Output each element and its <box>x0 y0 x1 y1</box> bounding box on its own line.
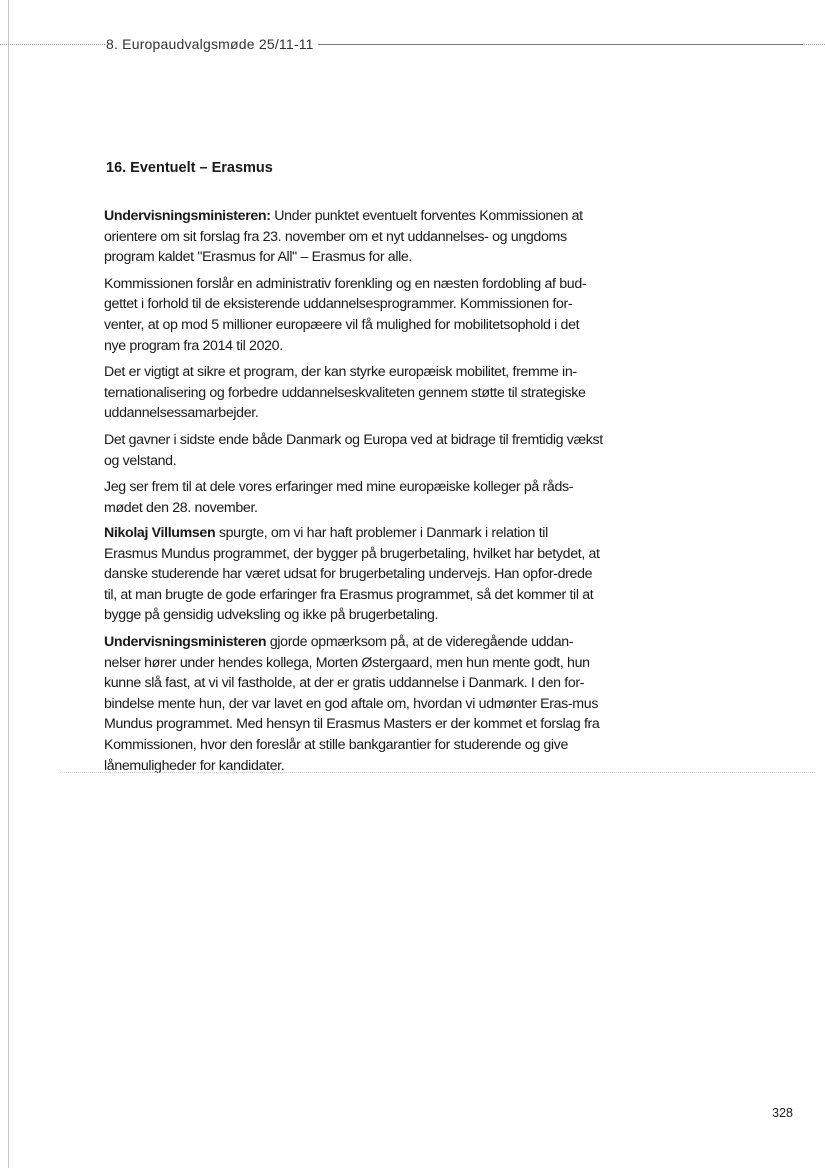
statement-paragraph: Jeg ser frem til at dele vores erfaringer med mine europæiske kolleger på råds-mødet den 28. november. <box>104 479 574 516</box>
discussion <box>104 523 604 782</box>
speaker-name: Undervisningsministeren <box>104 633 267 650</box>
section-title: 16. Eventuelt – Erasmus <box>106 160 273 176</box>
speaker-name: Undervisningsministeren: <box>104 208 271 224</box>
page-number: 328 <box>772 1106 793 1120</box>
statement-paragraph: Det gavner i sidste ende både Danmark og Europa ved at bidrage til fremtidig vækst og velstand. <box>104 431 603 469</box>
scan-dotted-rule <box>60 772 815 773</box>
discussion-paragraph: Nikolaj Villumsen spurgte, om vi har haft problemer i Danmark i relation til Erasmus Mundus programmet, der bygger på brugerbetaling, hvilket har betydet, at danske studerende har været udsat for brugerbetaling undervejs. Han opfor-drede til, at man brugte de gode erfaringer fra Erasmus programmet, så det kommer til at bygge på gensidig udveksling og ikke på brugerbetaling. <box>104 525 600 624</box>
statement-paragraph: Kommissionen forslår en administrativ forenkling og en næsten fordobling af bud-gettet i forhold til de eksisterende uddannelsesprogrammer. Kommissionen for-venter, at op mod 5 millioner europæere vil få mulighed for mobilitetsophold i det nye program fra 2014 til 2020. <box>104 275 587 354</box>
minister-statement <box>104 206 604 524</box>
speaker-name: Nikolaj Villumsen <box>104 525 216 541</box>
statement-paragraph: Undervisningsministeren: Under punktet eventuelt forventes Kommissionen at orientere om sit forslag fra 23. november om et nyt uddannelses- og ungdoms program kaldet "Erasmus for All" – Erasmus for alle. <box>104 208 583 266</box>
discussion-paragraph: Undervisningsministeren gjorde opmærksom på, at de videregående uddan-nelser hører under hendes kollega, Morten Østergaard, men hun mente godt, hun kunne slå fast, at vi vil fastholde, at der er gratis uddannelse i Danmark. I den for-bindelse mente hun, der var lavet en god aftale om, hvordan vi udmønter Eras-mus Mundus programmet. Med hensyn til Erasmus Masters er der kommet et forslag fra Kommissionen, hvor den foreslår at stille bankgarantier for studerende og give lånemuligheder for kandidater. <box>104 633 600 774</box>
running-header: 8. Europaudvalgsmøde 25/11-11 <box>106 36 318 52</box>
statement-paragraph: Det er vigtigt at sikre et program, der kan styrke europæisk mobilitet, fremme in-ternationalisering og forbedre uddannelseskvaliteten gennem støtte til strategiske uddannelsessamarbejder. <box>104 364 586 422</box>
scan-edge-line <box>8 0 9 1168</box>
header-rule <box>310 44 803 45</box>
